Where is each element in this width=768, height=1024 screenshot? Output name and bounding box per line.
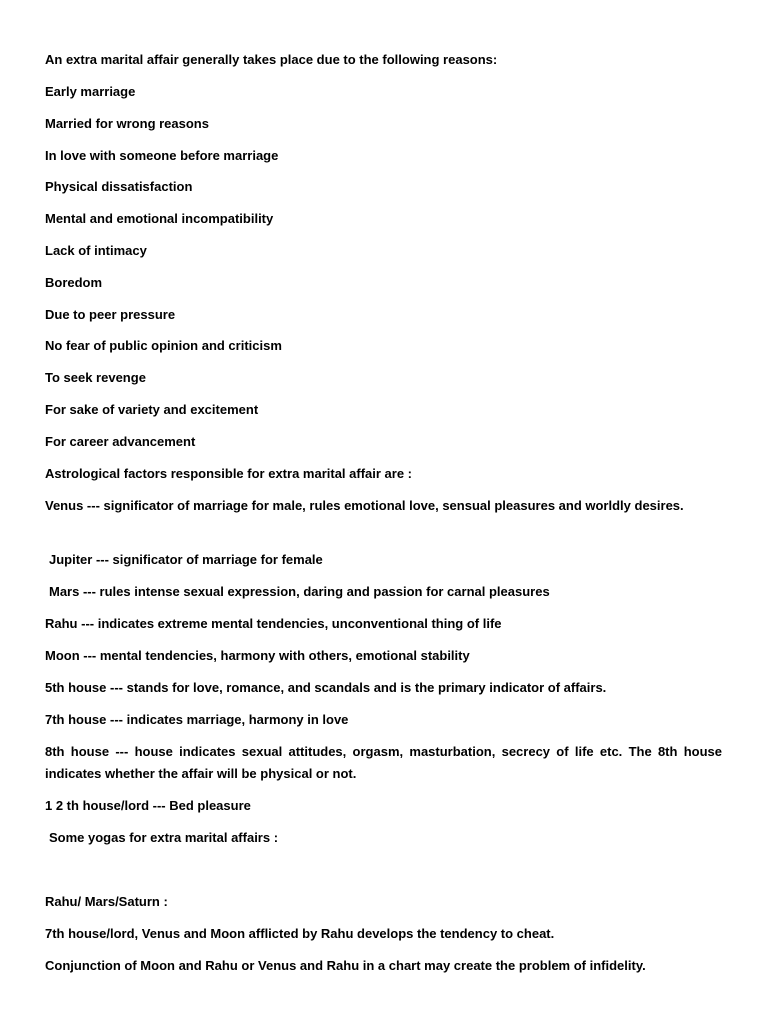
eighth-house-paragraph: 8th house --- house indicates sexual attitudes, orgasm, masturbation, secrecy of life etc. The 8th house indicates whether the affair will be physical or not. bbox=[45, 744, 722, 781]
reason-incompatibility: Mental and emotional incompatibility bbox=[45, 211, 274, 226]
reason-love-before-marriage: In love with someone before marriage bbox=[45, 148, 279, 163]
reason-physical-dissatisfaction: Physical dissatisfaction bbox=[45, 179, 193, 194]
mars-line: Mars --- rules intense sexual expression, daring and passion for carnal pleasures bbox=[49, 584, 550, 599]
moon-line: Moon --- mental tendencies, harmony with others, emotional stability bbox=[45, 648, 470, 663]
reason-revenge: To seek revenge bbox=[45, 370, 146, 385]
reason-lack-of-intimacy: Lack of intimacy bbox=[45, 243, 147, 258]
reason-boredom: Boredom bbox=[45, 275, 103, 290]
reason-variety: For sake of variety and excitement bbox=[45, 402, 259, 417]
twelfth-house-line: 1 2 th house/lord --- Bed pleasure bbox=[45, 798, 251, 813]
rahu-mars-saturn-heading: Rahu/ Mars/Saturn : bbox=[45, 894, 168, 909]
reason-career: For career advancement bbox=[45, 434, 196, 449]
intro-line: An extra marital affair generally takes place due to the following reasons: bbox=[45, 52, 498, 67]
fifth-house-line: 5th house --- stands for love, romance, and scandals and is the primary indicator of affairs. bbox=[45, 680, 607, 695]
yogas-heading: Some yogas for extra marital affairs : bbox=[49, 830, 279, 845]
reason-peer-pressure: Due to peer pressure bbox=[45, 307, 176, 322]
reason-no-fear: No fear of public opinion and criticism bbox=[45, 338, 282, 353]
astrological-factors-heading: Astrological factors responsible for extra marital affair are : bbox=[45, 466, 413, 481]
venus-paragraph: Venus --- significator of marriage for male, rules emotional love, sensual pleasures and worldly desires. bbox=[45, 498, 684, 513]
seventh-house-line: 7th house --- indicates marriage, harmony in love bbox=[45, 712, 349, 727]
conjunction-line: Conjunction of Moon and Rahu or Venus and Rahu in a chart may create the problem of infidelity. bbox=[45, 958, 646, 973]
reason-wrong-reasons: Married for wrong reasons bbox=[45, 116, 209, 131]
reason-early-marriage: Early marriage bbox=[45, 84, 136, 99]
rahu-line: Rahu --- indicates extreme mental tendencies, unconventional thing of life bbox=[45, 616, 502, 631]
jupiter-line: Jupiter --- significator of marriage for female bbox=[49, 552, 323, 567]
seventh-house-lord-line: 7th house/lord, Venus and Moon afflicted by Rahu develops the tendency to cheat. bbox=[45, 926, 555, 941]
